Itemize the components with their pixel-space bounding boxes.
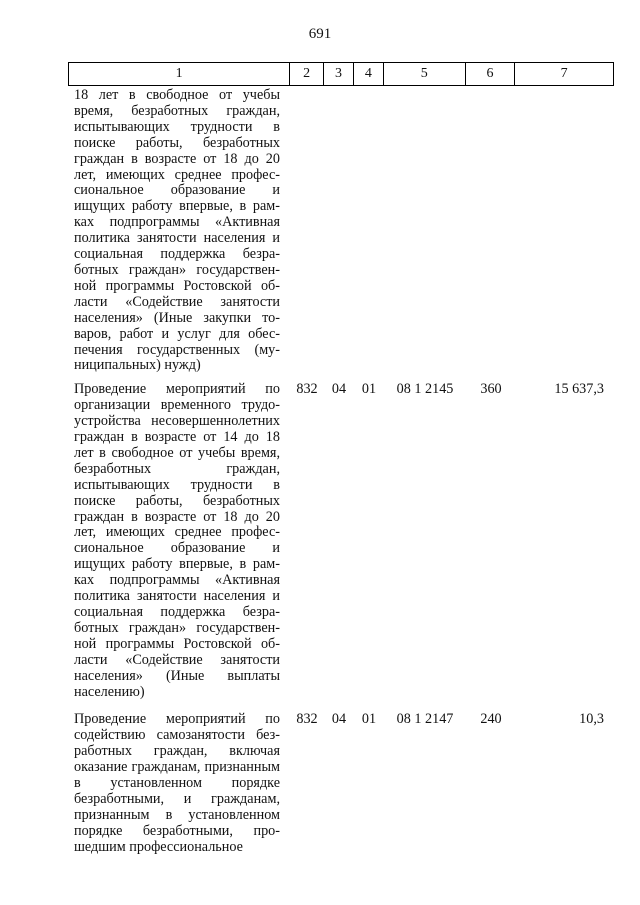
table-row	[68, 88, 614, 374]
row-expense-type	[466, 88, 516, 374]
row-expense-type: 240	[480, 711, 502, 728]
row-description: 18 лет в свободное от учебы время, безработных граждан, испытывающих трудности в поиске работы, безработных граждан в возрасте от 18 до 20 лет, имеющих среднее профессиональное образование и ищущих работу впервые, в рамках подпрограммы «Активная политика занятости населения и социальная поддержка безработных граждан» государственной программы Ростовской области «Содействие занятости населения» (Иные закупки товаров, работ и услуг для обеспечения государственных (муниципальных) нужд)	[74, 87, 280, 374]
row-subsection-code: 01	[361, 381, 377, 398]
table-row	[68, 382, 614, 700]
column-header-7: 7	[560, 66, 568, 81]
row-section-code	[324, 88, 354, 374]
table-body	[68, 86, 614, 856]
column-header-5: 5	[384, 63, 466, 85]
row-target-article: 08 1 2145	[396, 381, 454, 398]
column-header-6: 6	[466, 63, 516, 85]
row-ministry-code: 832	[296, 381, 318, 398]
row-subsection-code	[354, 88, 384, 374]
row-amount	[516, 88, 614, 374]
row-ministry-code: 832	[296, 711, 318, 728]
table-row	[68, 712, 614, 855]
row-expense-type: 360	[480, 381, 502, 398]
row-amount: 15 637,3	[554, 381, 604, 398]
row-description: Проведение мероприятий по организации временного трудоустройства несовершеннолетних граждан в возрасте от 14 до 18 лет в свободное от учебы время, безработных граждан, испытывающих трудности в поиске работы, безработных граждан в возрасте от 18 до 20 лет, имеющих среднее профессиональное образование и ищущих работу впервые, в рамках подпрограммы «Активная политика занятости населения и социальная поддержка безработных граждан» государственной программы Ростовской области «Содействие занятости населения» (Иные выплаты населению)	[74, 381, 280, 700]
row-description: Проведение мероприятий по содействию самозанятости безработных граждан, включая оказание гражданам, признанным в установленном порядке безработными, и гражданам, признанным в установленном порядке безработными, прошедшим профессиональное	[74, 711, 280, 855]
table-header	[68, 62, 614, 86]
page-number: 691	[308, 26, 332, 42]
row-section-code: 04	[331, 381, 347, 398]
column-header-4: 4	[354, 63, 384, 85]
row-target-article	[384, 88, 466, 374]
row-subsection-code: 01	[361, 711, 377, 728]
row-amount: 10,3	[579, 711, 604, 728]
column-header-1: 1	[69, 63, 290, 85]
row-target-article: 08 1 2147	[396, 711, 454, 728]
column-header-2: 2	[290, 63, 324, 85]
row-ministry-code	[290, 88, 324, 374]
row-section-code: 04	[331, 711, 347, 728]
column-header-3: 3	[324, 63, 354, 85]
